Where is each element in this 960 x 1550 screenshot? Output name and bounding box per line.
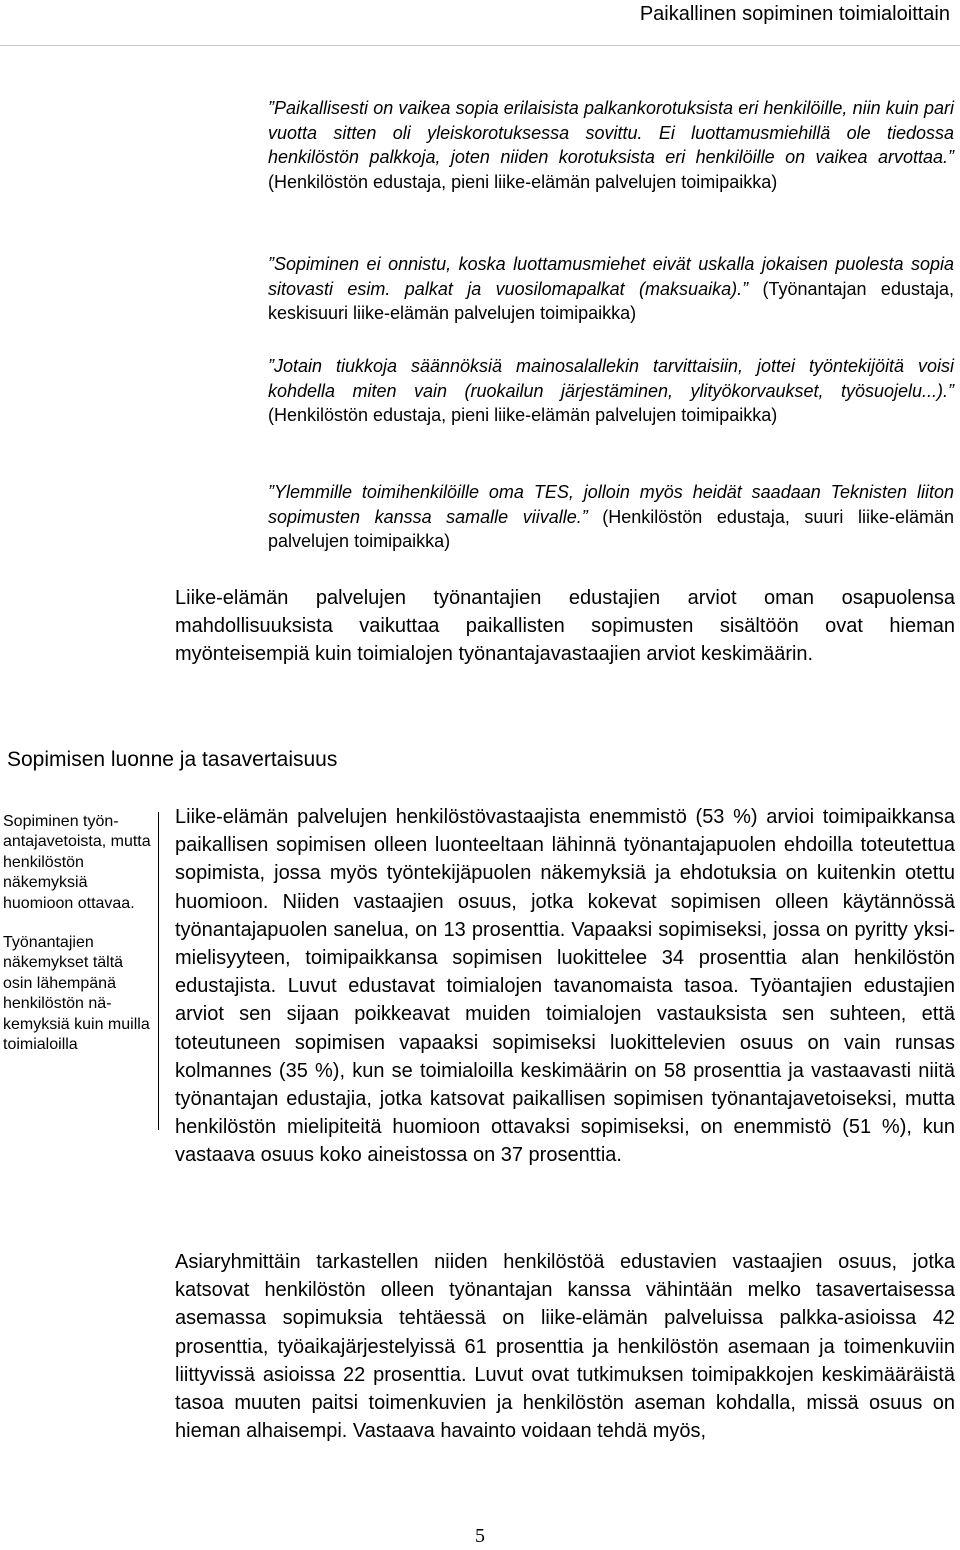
quote-source: (Henkilöstön edustaja, pieni liike-elämän palvelujen toimipaikka) xyxy=(268,171,778,192)
margin-notes xyxy=(0,812,159,1130)
quote-source: (Henkilöstön edustaja, pieni liike-elämän palvelujen toimipaikka) xyxy=(268,405,778,426)
quote-text: ”Ylemmille toimihenkilöille oma TES, jolloin myös heidät saadaan Teknisten liiton sopimusten kanssa samalle viivalle.” xyxy=(268,482,954,527)
quote-text: ”Sopiminen ei onnistu, koska luottamusmiehet eivät uskalla jokaisen puolesta sopia sitovasti esim. palkat ja vuosilomapalkat (maksuaika).” xyxy=(268,254,954,299)
quote-2 xyxy=(268,252,954,326)
quote-1 xyxy=(268,96,954,194)
quote-source: (Henkilöstön edustaja, suuri liike-elämän palvelujen toimipaikka) xyxy=(268,506,954,552)
intro-paragraph: Liike-elämän palvelujen työnantajien edustajien arviot oman osapuolensa mahdollisuuksista vaikuttaa paikallisten sopimusten sisältöön ovat hieman myönteisempiä kuin toimialojen työnantajavastaajien arviot keskimäärin. xyxy=(175,587,955,666)
body-paragraph-2: Asiaryhmittäin tarkastellen niiden henkilöstöä edustavien vastaajien osuus, jotka katsovat henkilöstön olleen työnantajan kanssa vähintään melko tasavertaisessa asemassa sopimuksia tehtäessä on liike-elämän palveluissa palkka-asioissa 42 prosenttia, työaikajärjestelyissä 61 prosenttia ja henkilöstön asemaan ja toimenkuviin liittyvissä asioissa 22 prosenttia. Luvut ovat tutkimuksen toimipakkojen keskimääräistä tasoa muuten paitsi toimenkuvien ja henkilöstön aseman kohdalla, missä osuus on hieman alhaisempi. Vastaava havainto voidaan tehdä myös, xyxy=(175,1251,955,1443)
quote-text: ”Jotain tiukkoja säännöksiä mainosalallekin tarvittaisiin, jottei työntekijöitä voisi kohdella miten vain (ruokailun järjestäminen, ylityökorvaukset, työsuojelu...).” xyxy=(268,356,954,401)
running-header: Paikallinen sopiminen toimialoittain xyxy=(639,3,950,25)
quote-text: ”Paikallisesti on vaikea sopia erilaisista palkankorotuksista eri henkilöille, niin kuin pari vuotta sitten oli yleiskorotuksessa sovittu. Ei luottamusmiehillä ole tiedossa henkilöstön palkkoja, joten niiden korotuksista eri henkilöille on vaikea arvottaa.” xyxy=(268,98,954,168)
body-paragraph-1: Liike-elämän palvelujen henkilöstövastaajista enemmistö (53 %) arvioi toimipaikkansa paikallisen sopimisen olleen luonteeltaan lähinnä työnantajapuolen ehdoilla toteutettua sopimista, jossa myös työntekijäpuolen näkemyksiä ja ehdotuksia on kuitenkin otettu huomioon. Niiden vastaajien osuus, jotka kokevat sopimisen olleen käytännössä työnantajapuolen sanelua, on 13 prosenttia. Vapaaksi sopimiseksi, jossa on pyritty yksimielisyyteen, toimipaikkansa sopimisen luokittelee 34 prosenttia alan henkilöstön edustajista. Luvut edustavat toimialojen tavanomaista tasoa. Työantajien edustajien arviot sen sijaan poikkeavat muiden toimialojen vastauksista sen suhteen, että toteutuneen sopimisen vapaaksi sopimiseksi luokittelevien osuus on vain runsas kolmannes (35 %), kun se toimialoilla keskimäärin on 58 prosenttia ja vastaavasti niitä työnantajan edustajia, jotka katsovat paikallisen sopimisen työnantajavetoiseksi, mutta henkilöstön mielipiteitä huomioon ottavaksi sopimiseksi, on enemmistö (51 %), kun vastaava osuus koko aineistossa on 37 prosenttia. xyxy=(175,806,955,1167)
quote-3 xyxy=(268,354,954,428)
header-divider xyxy=(0,45,960,46)
page-number: 5 xyxy=(475,1525,485,1547)
section-heading: Sopimisen luonne ja tasavertaisuus xyxy=(7,748,338,771)
quote-source: (Työnantajan edustaja, keskisuuri liike-elämän palvelujen toimipaikka) xyxy=(268,278,954,324)
margin-note: Sopiminen työnantajavetoista, mutta henkilöstön näkemyksiä huomioon ottavaa. xyxy=(3,813,151,912)
margin-note: Työnantajien näkemykset tältä osin lähempänä henkilöstön näkemyksiä kuin muilla toimialoilla xyxy=(3,934,150,1054)
quote-4 xyxy=(268,480,954,554)
